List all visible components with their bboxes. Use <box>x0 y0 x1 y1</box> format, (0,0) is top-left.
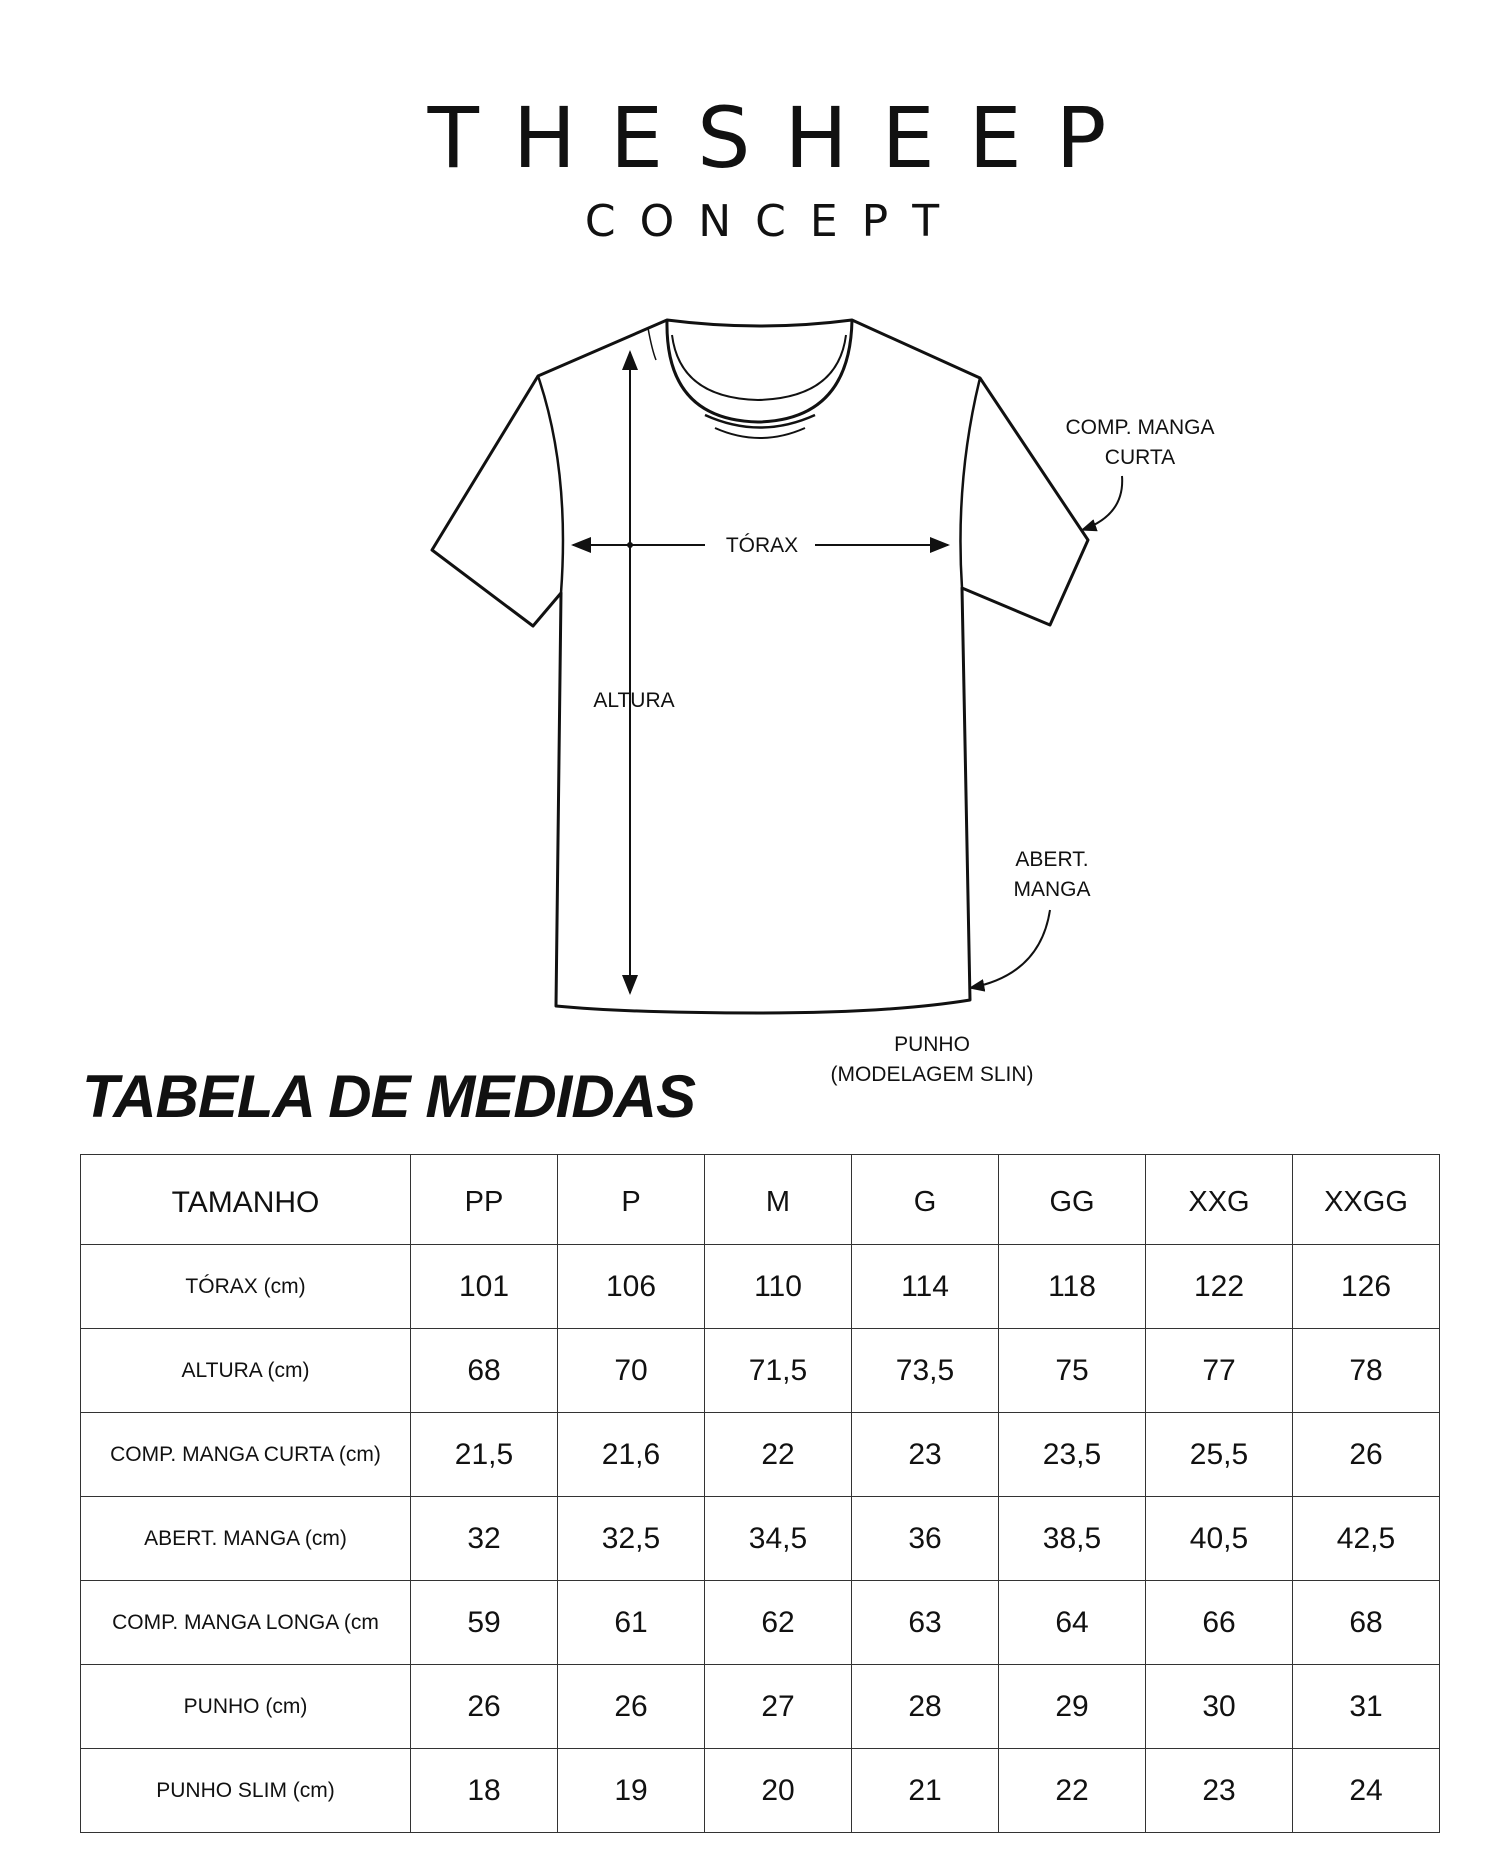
row-label-cell: COMP. MANGA CURTA (cm) <box>81 1413 411 1497</box>
table-header-row <box>81 1155 1440 1245</box>
value-cell: 118 <box>999 1245 1146 1329</box>
value-cell: 62 <box>705 1581 852 1665</box>
value-cell: 22 <box>999 1749 1146 1833</box>
value-cell: 106 <box>558 1245 705 1329</box>
value-cell: 21,5 <box>411 1413 558 1497</box>
value-cell: 32 <box>411 1497 558 1581</box>
table-row <box>81 1413 1440 1497</box>
tshirt-outline <box>432 320 1091 1013</box>
header-size-cell: XXGG <box>1293 1155 1440 1245</box>
value-cell: 29 <box>999 1665 1146 1749</box>
value-cell: 23 <box>852 1413 999 1497</box>
value-cell: 70 <box>558 1329 705 1413</box>
table-row <box>81 1497 1440 1581</box>
value-cell: 19 <box>558 1749 705 1833</box>
value-cell: 68 <box>411 1329 558 1413</box>
table-row <box>81 1749 1440 1833</box>
value-cell: 38,5 <box>999 1497 1146 1581</box>
value-cell: 30 <box>1146 1665 1293 1749</box>
value-cell: 20 <box>705 1749 852 1833</box>
value-cell: 71,5 <box>705 1329 852 1413</box>
torax-label: TÓRAX <box>725 534 799 557</box>
value-cell: 36 <box>852 1497 999 1581</box>
table-row <box>81 1329 1440 1413</box>
value-cell: 122 <box>1146 1245 1293 1329</box>
value-cell: 77 <box>1146 1329 1293 1413</box>
value-cell: 23,5 <box>999 1413 1146 1497</box>
value-cell: 21,6 <box>558 1413 705 1497</box>
value-cell: 26 <box>411 1665 558 1749</box>
header-size-cell: M <box>705 1155 852 1245</box>
value-cell: 22 <box>705 1413 852 1497</box>
table-title: TABELA DE MEDIDAS <box>82 1063 695 1130</box>
comp-manga-label-line2: CURTA <box>1104 446 1176 469</box>
row-label-cell: COMP. MANGA LONGA (cm <box>81 1581 411 1665</box>
value-cell: 26 <box>558 1665 705 1749</box>
collar <box>667 320 852 422</box>
comp-manga-label-line1: COMP. MANGA <box>1065 416 1215 439</box>
abert-manga-pointer <box>970 910 1050 988</box>
tshirt-diagram <box>0 300 1500 1100</box>
value-cell: 42,5 <box>1293 1497 1440 1581</box>
value-cell: 73,5 <box>852 1329 999 1413</box>
row-label-cell: TÓRAX (cm) <box>81 1245 411 1329</box>
value-cell: 28 <box>852 1665 999 1749</box>
value-cell: 31 <box>1293 1665 1440 1749</box>
value-cell: 101 <box>411 1245 558 1329</box>
punho-label-line1: PUNHO <box>894 1033 970 1056</box>
brand-logo-subtitle: CONCEPT <box>584 196 964 247</box>
value-cell: 61 <box>558 1581 705 1665</box>
value-cell: 18 <box>411 1749 558 1833</box>
abert-manga-label-line2: MANGA <box>1013 878 1091 901</box>
value-cell: 27 <box>705 1665 852 1749</box>
value-cell: 40,5 <box>1146 1497 1293 1581</box>
comp-manga-pointer <box>1082 476 1122 530</box>
value-cell: 24 <box>1293 1749 1440 1833</box>
value-cell: 68 <box>1293 1581 1440 1665</box>
header-size-cell: P <box>558 1155 705 1245</box>
header-size-cell: XXG <box>1146 1155 1293 1245</box>
value-cell: 26 <box>1293 1413 1440 1497</box>
brand-logo-title: THESHEEP <box>427 89 1141 187</box>
value-cell: 114 <box>852 1245 999 1329</box>
row-label-cell: PUNHO SLIM (cm) <box>81 1749 411 1833</box>
value-cell: 25,5 <box>1146 1413 1293 1497</box>
value-cell: 66 <box>1146 1581 1293 1665</box>
value-cell: 78 <box>1293 1329 1440 1413</box>
value-cell: 32,5 <box>558 1497 705 1581</box>
size-table <box>80 1154 1440 1833</box>
table-row <box>81 1665 1440 1749</box>
table-row <box>81 1245 1440 1329</box>
value-cell: 34,5 <box>705 1497 852 1581</box>
row-label-cell: PUNHO (cm) <box>81 1665 411 1749</box>
value-cell: 63 <box>852 1581 999 1665</box>
value-cell: 110 <box>705 1245 852 1329</box>
value-cell: 59 <box>411 1581 558 1665</box>
value-cell: 75 <box>999 1329 1146 1413</box>
altura-label: ALTURA <box>593 689 675 712</box>
header-size-cell: G <box>852 1155 999 1245</box>
table-row <box>81 1581 1440 1665</box>
value-cell: 64 <box>999 1581 1146 1665</box>
header-label-cell: TAMANHO <box>81 1155 411 1245</box>
abert-manga-label-line1: ABERT. <box>1015 848 1089 871</box>
value-cell: 21 <box>852 1749 999 1833</box>
row-label-cell: ALTURA (cm) <box>81 1329 411 1413</box>
row-label-cell: ABERT. MANGA (cm) <box>81 1497 411 1581</box>
punho-label-line2: (MODELAGEM SLIN) <box>830 1063 1034 1086</box>
header-size-cell: GG <box>999 1155 1146 1245</box>
header-size-cell: PP <box>411 1155 558 1245</box>
value-cell: 23 <box>1146 1749 1293 1833</box>
value-cell: 126 <box>1293 1245 1440 1329</box>
